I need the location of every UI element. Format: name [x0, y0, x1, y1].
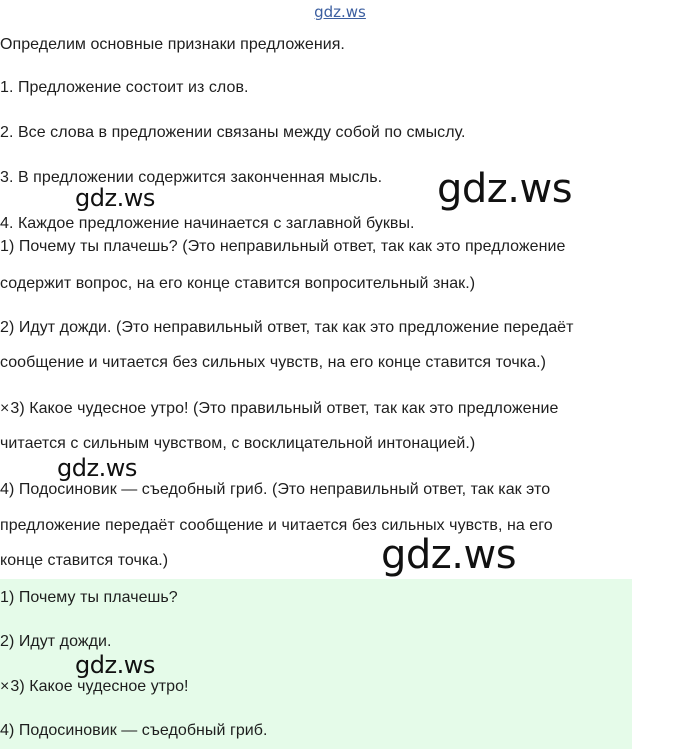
answer-text: 3) Какое чудесное утро!	[10, 678, 189, 695]
answer-item: 4) Подосиновик — съедобный гриб.	[0, 722, 268, 739]
watermark: gdz.ws	[75, 651, 155, 679]
site-link[interactable]: gdz.ws	[314, 3, 366, 21]
cross-mark-icon: ×	[0, 400, 10, 417]
explanation-line: конце ставится точка.)	[0, 552, 169, 569]
watermark: gdz.ws	[381, 532, 517, 578]
explanation-line: 2) Идут дожди. (Это неправильный ответ, так как это предложение передаёт	[0, 319, 574, 336]
explanation-line: читается с сильным чувством, с восклицательной интонацией.)	[0, 435, 476, 452]
watermark: gdz.ws	[437, 166, 573, 212]
cross-mark-icon: ×	[0, 678, 10, 695]
feature-item: 2. Все слова в предложении связаны между собой по смыслу.	[0, 124, 466, 141]
explanation-line: сообщение и читается без сильных чувств, на его конце ставится точка.)	[0, 354, 546, 371]
explanation-line: 1) Почему ты плачешь? (Это неправильный ответ, так как это предложение	[0, 238, 566, 255]
intro-text: Определим основные признаки предложения.	[0, 36, 345, 53]
explanation-line: 4) Подосиновик — съедобный гриб. (Это неправильный ответ, так как это	[0, 481, 551, 498]
watermark: gdz.ws	[57, 454, 137, 482]
answer-item	[0, 677, 189, 697]
explanation-text: 3) Какое чудесное утро! (Это правильный ответ, так как это предложение	[10, 400, 559, 417]
watermark: gdz.ws	[75, 184, 155, 212]
explanation-line: предложение передаёт сообщение и читается без сильных чувств, на его	[0, 517, 553, 534]
feature-item: 1. Предложение состоит из слов.	[0, 79, 249, 96]
explanation-line	[0, 399, 558, 419]
explanation-line: содержит вопрос, на его конце ставится вопросительный знак.)	[0, 275, 476, 292]
answer-item: 1) Почему ты плачешь?	[0, 589, 178, 606]
feature-item: 4. Каждое предложение начинается с заглавной буквы.	[0, 215, 415, 232]
answer-item: 2) Идут дожди.	[0, 633, 112, 650]
feature-item: 3. В предложении содержится законченная мысль.	[0, 169, 383, 186]
